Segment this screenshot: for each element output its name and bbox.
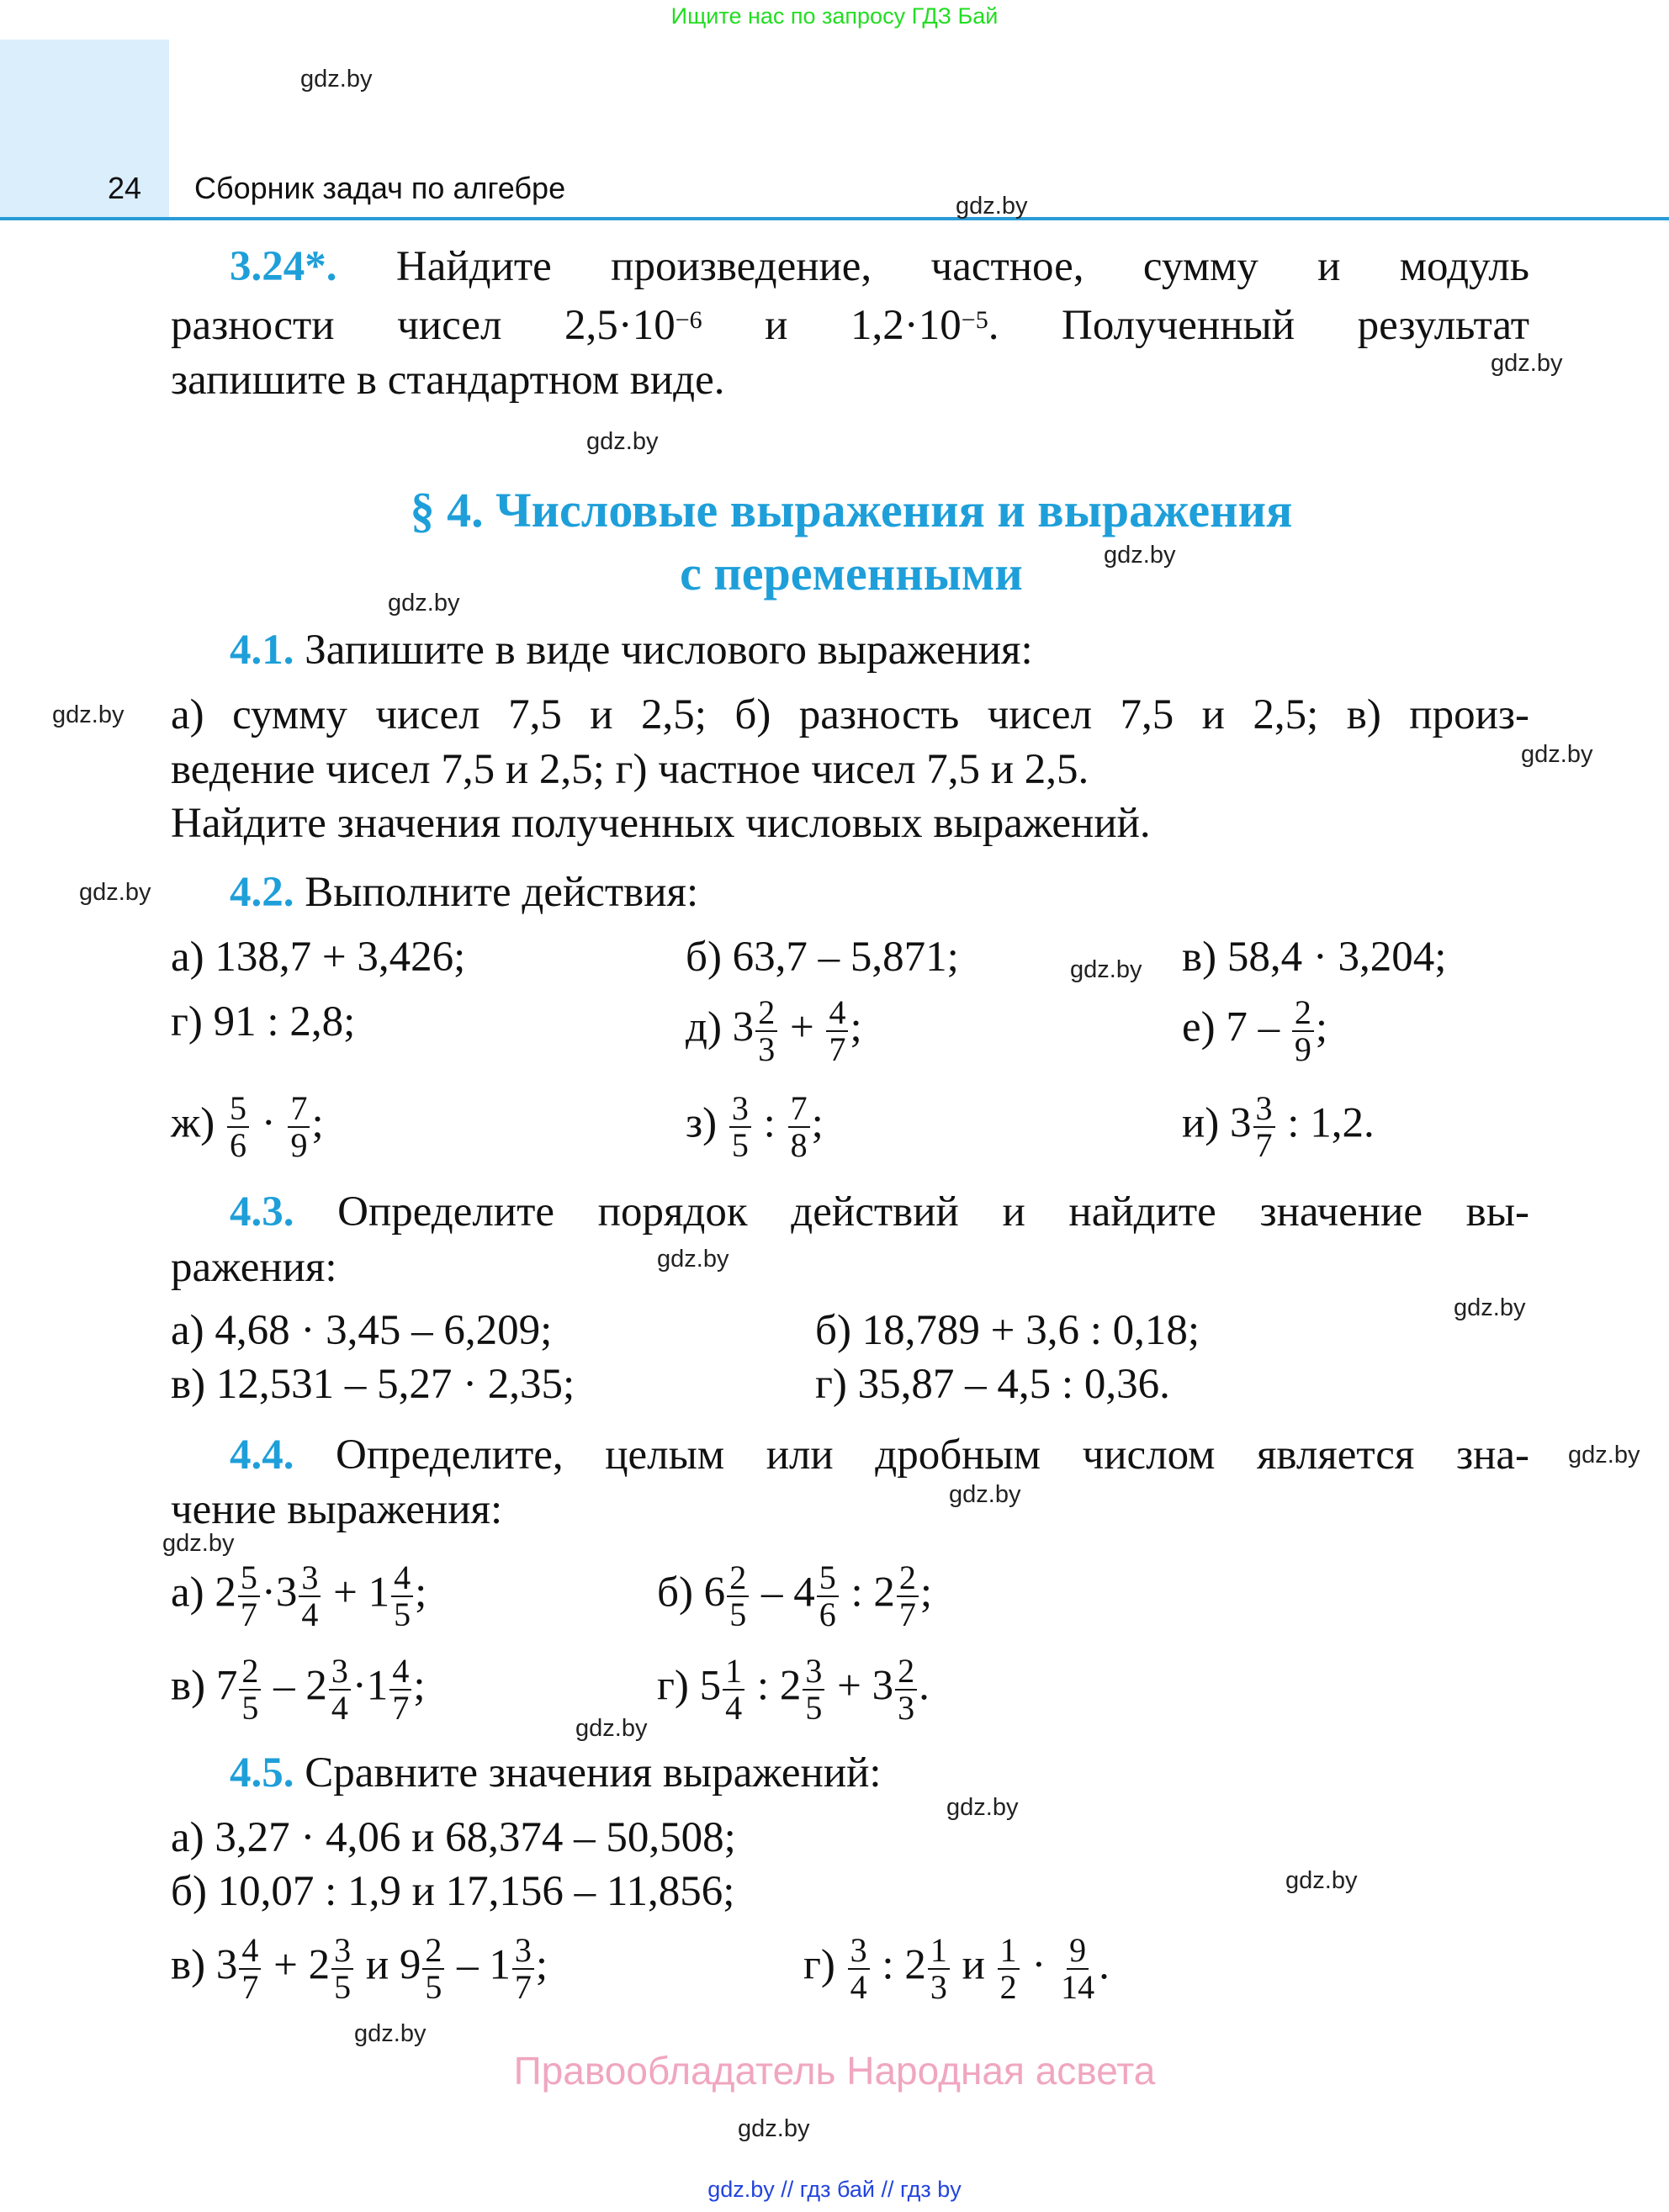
gdz-watermark: gdz.by <box>1454 1294 1526 1321</box>
denominator: 5 <box>394 1595 411 1633</box>
footer-links[interactable]: gdz.by // гдз бай // гдз by <box>707 2177 962 2202</box>
problem-item <box>171 1091 324 1163</box>
denominator: 5 <box>241 1689 259 1727</box>
text: в) 12,531 – 5,27 · 2,35; <box>171 1361 575 1408</box>
exponent: −5 <box>961 306 988 334</box>
numerator: 1 <box>998 1933 1020 1970</box>
gdz-watermark: gdz.by <box>354 2020 427 2047</box>
gdz-watermark: gdz.by <box>657 1246 729 1273</box>
fraction <box>788 1091 810 1163</box>
numerator: 2 <box>755 995 777 1032</box>
text: ·1 <box>352 1662 389 1710</box>
text: а) 3,27 · 4,06 и 68,374 – 50,508; <box>171 1814 736 1861</box>
text: б) 6 <box>657 1569 726 1617</box>
text: · <box>250 1099 287 1147</box>
fraction <box>895 1654 917 1726</box>
text: Запишите в виде числового выражения: <box>294 627 1033 674</box>
numerator: 3 <box>512 1933 534 1970</box>
numerator: 3 <box>1253 1091 1275 1128</box>
problem-number: 4.3. <box>230 1188 294 1236</box>
gdz-watermark: gdz.by <box>1568 1442 1640 1468</box>
fraction <box>897 1560 919 1633</box>
text: ; <box>850 1003 862 1051</box>
text: Найдите произведение, частное, сумму и модуль <box>336 243 1529 290</box>
text: и) 3 <box>1182 1099 1252 1147</box>
denominator: 5 <box>731 1126 749 1164</box>
text: запишите в стандартном виде. <box>171 357 725 404</box>
problem-item <box>815 1304 1200 1357</box>
text: и <box>951 1941 996 1989</box>
fraction <box>1058 1933 1097 2005</box>
numerator: 1 <box>928 1933 950 1970</box>
denominator: 6 <box>819 1595 836 1633</box>
problem-4-3-title <box>230 1185 1529 1239</box>
numerator: 4 <box>389 1654 411 1691</box>
fraction <box>826 995 848 1067</box>
section-title <box>17 547 1669 601</box>
problem-number: 3.24*. <box>230 243 337 290</box>
fraction <box>723 1654 744 1726</box>
denominator: 5 <box>425 1968 442 2006</box>
denominator: 7 <box>1255 1126 1273 1164</box>
fraction <box>817 1560 839 1633</box>
problem-item <box>803 1933 1110 2005</box>
text: + 2 <box>262 1941 331 1989</box>
fraction <box>329 1654 351 1726</box>
problem-4-1-line <box>171 688 1529 742</box>
text: + 3 <box>826 1662 894 1710</box>
text: + <box>779 1003 825 1051</box>
text: ражения: <box>171 1244 337 1291</box>
gdz-watermark: gdz.by <box>388 590 460 617</box>
text: с переменными <box>680 546 1023 601</box>
text: в) 7 <box>171 1662 238 1710</box>
denominator: 4 <box>331 1689 348 1727</box>
fraction <box>512 1933 534 2005</box>
denominator: 3 <box>930 1968 947 2006</box>
problem-item <box>171 1811 736 1865</box>
problem-item <box>171 1865 734 1918</box>
gdz-watermark: gdz.by <box>1285 1867 1358 1894</box>
fraction <box>227 1091 249 1163</box>
denominator: 3 <box>898 1689 915 1727</box>
numerator: 3 <box>848 1933 870 1970</box>
problem-item <box>171 1304 552 1357</box>
text: ; <box>1315 1003 1328 1051</box>
fraction <box>389 1654 411 1726</box>
numerator: 9 <box>1067 1933 1089 1970</box>
problem-item <box>171 1560 427 1633</box>
numerator: 2 <box>422 1933 444 1970</box>
problem-item <box>171 1933 548 2005</box>
text: . <box>919 1662 930 1710</box>
problem-4-3-line <box>171 1241 337 1294</box>
problem-number: 4.2. <box>230 869 294 916</box>
text: а) 138,7 + 3,426; <box>171 934 466 981</box>
text: : <box>752 1099 787 1147</box>
numerator: 5 <box>227 1091 249 1128</box>
text: – 2 <box>262 1662 327 1710</box>
denominator: 3 <box>758 1030 776 1068</box>
text: + 1 <box>322 1569 390 1617</box>
problem-item <box>686 995 862 1067</box>
text: . Полученный результат <box>988 302 1529 349</box>
text: б) 10,07 : 1,9 и 17,156 – 11,856; <box>171 1868 735 1915</box>
text: г) 5 <box>657 1662 722 1710</box>
problem-item <box>171 995 355 1049</box>
text: б) 63,7 – 5,871; <box>686 934 959 981</box>
fraction <box>239 1654 261 1726</box>
text: . <box>1099 1941 1110 1989</box>
gdz-watermark: gdz.by <box>300 66 373 93</box>
gdz-watermark: gdz.by <box>79 879 151 906</box>
problem-3-24-line <box>171 353 725 407</box>
text: в) 58,4 · 3,204; <box>1182 934 1447 981</box>
gdz-watermark: gdz.by <box>52 701 125 728</box>
problem-3-24-line <box>171 299 1529 352</box>
text: – 4 <box>750 1569 815 1617</box>
problem-4-1-line <box>171 743 1089 796</box>
fraction <box>803 1654 824 1726</box>
section-title <box>17 484 1669 537</box>
fraction <box>239 1933 261 2005</box>
problem-item <box>1182 930 1446 984</box>
gdz-watermark: gdz.by <box>1070 956 1142 983</box>
gdz-watermark: gdz.by <box>1104 542 1176 569</box>
gdz-watermark: gdz.by <box>738 2115 810 2142</box>
text: разности чисел 2,5·10 <box>171 302 676 349</box>
denominator: 14 <box>1061 1968 1095 2006</box>
text: г) 91 : 2,8; <box>171 998 356 1045</box>
fraction <box>928 1933 950 2005</box>
problem-item <box>1182 1091 1375 1163</box>
fraction <box>422 1933 444 2005</box>
denominator: 8 <box>790 1126 808 1164</box>
numerator: 7 <box>788 1091 810 1128</box>
problem-item <box>171 1357 575 1411</box>
denominator: 9 <box>1294 1030 1311 1068</box>
text: и 9 <box>355 1941 421 1989</box>
fraction <box>1253 1091 1275 1163</box>
numerator: 1 <box>723 1654 744 1691</box>
gdz-watermark: gdz.by <box>1521 741 1593 768</box>
page-number: 24 <box>108 171 142 205</box>
text: ; <box>919 1569 933 1617</box>
text: · <box>1020 1941 1057 1989</box>
problem-item <box>686 1091 824 1163</box>
text: ; <box>535 1941 548 1989</box>
fraction <box>848 1933 870 2005</box>
problem-number: 4.4. <box>230 1431 294 1479</box>
numerator: 5 <box>817 1560 839 1597</box>
problem-4-1-line <box>171 796 1151 850</box>
numerator: 2 <box>897 1560 919 1597</box>
denominator: 5 <box>729 1595 747 1633</box>
text: Выполните действия: <box>294 869 699 916</box>
gdz-watermark: gdz.by <box>1491 350 1563 377</box>
denominator: 4 <box>725 1689 743 1727</box>
fraction <box>1292 995 1314 1067</box>
problem-item <box>171 1654 425 1726</box>
text: : 2 <box>871 1941 926 1989</box>
numerator: 4 <box>391 1560 413 1597</box>
text: д) 3 <box>686 1003 755 1051</box>
text: а) сумму чисел 7,5 и 2,5; б) разность чисел 7,5 и 2,5; в) произ- <box>171 691 1529 738</box>
problem-item <box>657 1560 932 1633</box>
problem-item <box>815 1357 1170 1411</box>
text: Определите, целым или дробным числом является зна- <box>294 1431 1529 1479</box>
problem-4-1-title <box>230 623 1033 677</box>
numerator: 5 <box>238 1560 260 1597</box>
denominator: 7 <box>240 1595 257 1633</box>
denominator: 7 <box>241 1968 259 2006</box>
fraction <box>331 1933 353 2005</box>
text: Определите порядок действий и найдите значение вы- <box>294 1188 1529 1236</box>
text: ; <box>811 1099 824 1147</box>
text: б) 18,789 + 3,6 : 0,18; <box>815 1307 1200 1354</box>
problem-item <box>686 930 959 984</box>
numerator: 2 <box>239 1654 261 1691</box>
fraction <box>998 1933 1020 2005</box>
fraction <box>729 1091 751 1163</box>
top-search-banner: Ищите нас по запросу ГДЗ Бай <box>670 3 999 29</box>
gdz-watermark: gdz.by <box>586 428 659 455</box>
text: г) <box>803 1941 846 1989</box>
text: ; <box>311 1099 324 1147</box>
problem-number: 4.5. <box>230 1749 294 1797</box>
problem-number: 4.1. <box>230 627 294 674</box>
problem-4-5-title <box>230 1746 882 1800</box>
text: в) 3 <box>171 1941 238 1989</box>
problem-item <box>171 930 465 984</box>
denominator: 9 <box>290 1126 308 1164</box>
text: з) <box>686 1099 728 1147</box>
gdz-watermark: gdz.by <box>949 1481 1021 1508</box>
denominator: 2 <box>999 1968 1017 2006</box>
denominator: 7 <box>514 1968 532 2006</box>
text: : 2 <box>746 1662 802 1710</box>
text: § 4. Числовые выражения и выражения <box>410 483 1293 537</box>
fraction <box>391 1560 413 1633</box>
denominator: 4 <box>850 1968 867 2006</box>
problem-4-4-title <box>230 1428 1529 1482</box>
denominator: 5 <box>805 1689 823 1727</box>
fraction <box>299 1560 321 1633</box>
text: ; <box>415 1569 427 1617</box>
text: а) 4,68 · 3,45 – 6,209; <box>171 1307 553 1354</box>
denominator: 5 <box>334 1968 352 2006</box>
denominator: 7 <box>898 1595 916 1633</box>
text: г) 35,87 – 4,5 : 0,36. <box>815 1361 1170 1408</box>
numerator: 3 <box>331 1933 353 1970</box>
page-corner-tab <box>0 40 169 219</box>
denominator: 7 <box>392 1689 410 1727</box>
numerator: 3 <box>299 1560 321 1597</box>
copyright-watermark: Правообладатель Народная асвета <box>513 2049 1156 2093</box>
text: чение выражения: <box>171 1486 503 1533</box>
problem-3-24-line <box>230 240 1529 294</box>
text: ·3 <box>261 1569 298 1617</box>
numerator: 3 <box>729 1091 751 1128</box>
header-divider <box>0 217 1669 220</box>
text: ж) <box>171 1099 225 1147</box>
numerator: 4 <box>239 1933 261 1970</box>
text: а) 2 <box>171 1569 236 1617</box>
text: ; <box>413 1662 426 1710</box>
exponent: −6 <box>675 306 702 334</box>
text: и 1,2·10 <box>702 302 962 349</box>
gdz-watermark: gdz.by <box>162 1530 235 1557</box>
numerator: 7 <box>288 1091 310 1128</box>
fraction <box>727 1560 749 1633</box>
denominator: 7 <box>829 1030 846 1068</box>
numerator: 3 <box>803 1654 824 1691</box>
numerator: 3 <box>329 1654 351 1691</box>
denominator: 6 <box>229 1126 246 1164</box>
problem-item <box>1182 995 1327 1067</box>
problem-item <box>657 1654 930 1726</box>
text: Найдите значения полученных числовых выражений. <box>171 800 1151 847</box>
gdz-watermark: gdz.by <box>946 1794 1019 1821</box>
gdz-watermark: gdz.by <box>956 193 1028 220</box>
running-title: Сборник задач по алгебре <box>194 171 566 205</box>
text: : 2 <box>840 1569 895 1617</box>
numerator: 4 <box>826 995 848 1032</box>
gdz-watermark: gdz.by <box>575 1715 648 1742</box>
numerator: 2 <box>1292 995 1314 1032</box>
problem-4-2-title <box>230 865 698 919</box>
text: – 1 <box>446 1941 511 1989</box>
text: : 1,2. <box>1276 1099 1375 1147</box>
fraction <box>288 1091 310 1163</box>
fraction <box>238 1560 260 1633</box>
fraction <box>755 995 777 1067</box>
denominator: 4 <box>301 1595 319 1633</box>
text: ведение чисел 7,5 и 2,5; г) частное чисел 7,5 и 2,5. <box>171 746 1089 793</box>
numerator: 2 <box>727 1560 749 1597</box>
numerator: 2 <box>895 1654 917 1691</box>
text: Сравните значения выражений: <box>294 1749 882 1797</box>
text: е) 7 – <box>1182 1003 1290 1051</box>
